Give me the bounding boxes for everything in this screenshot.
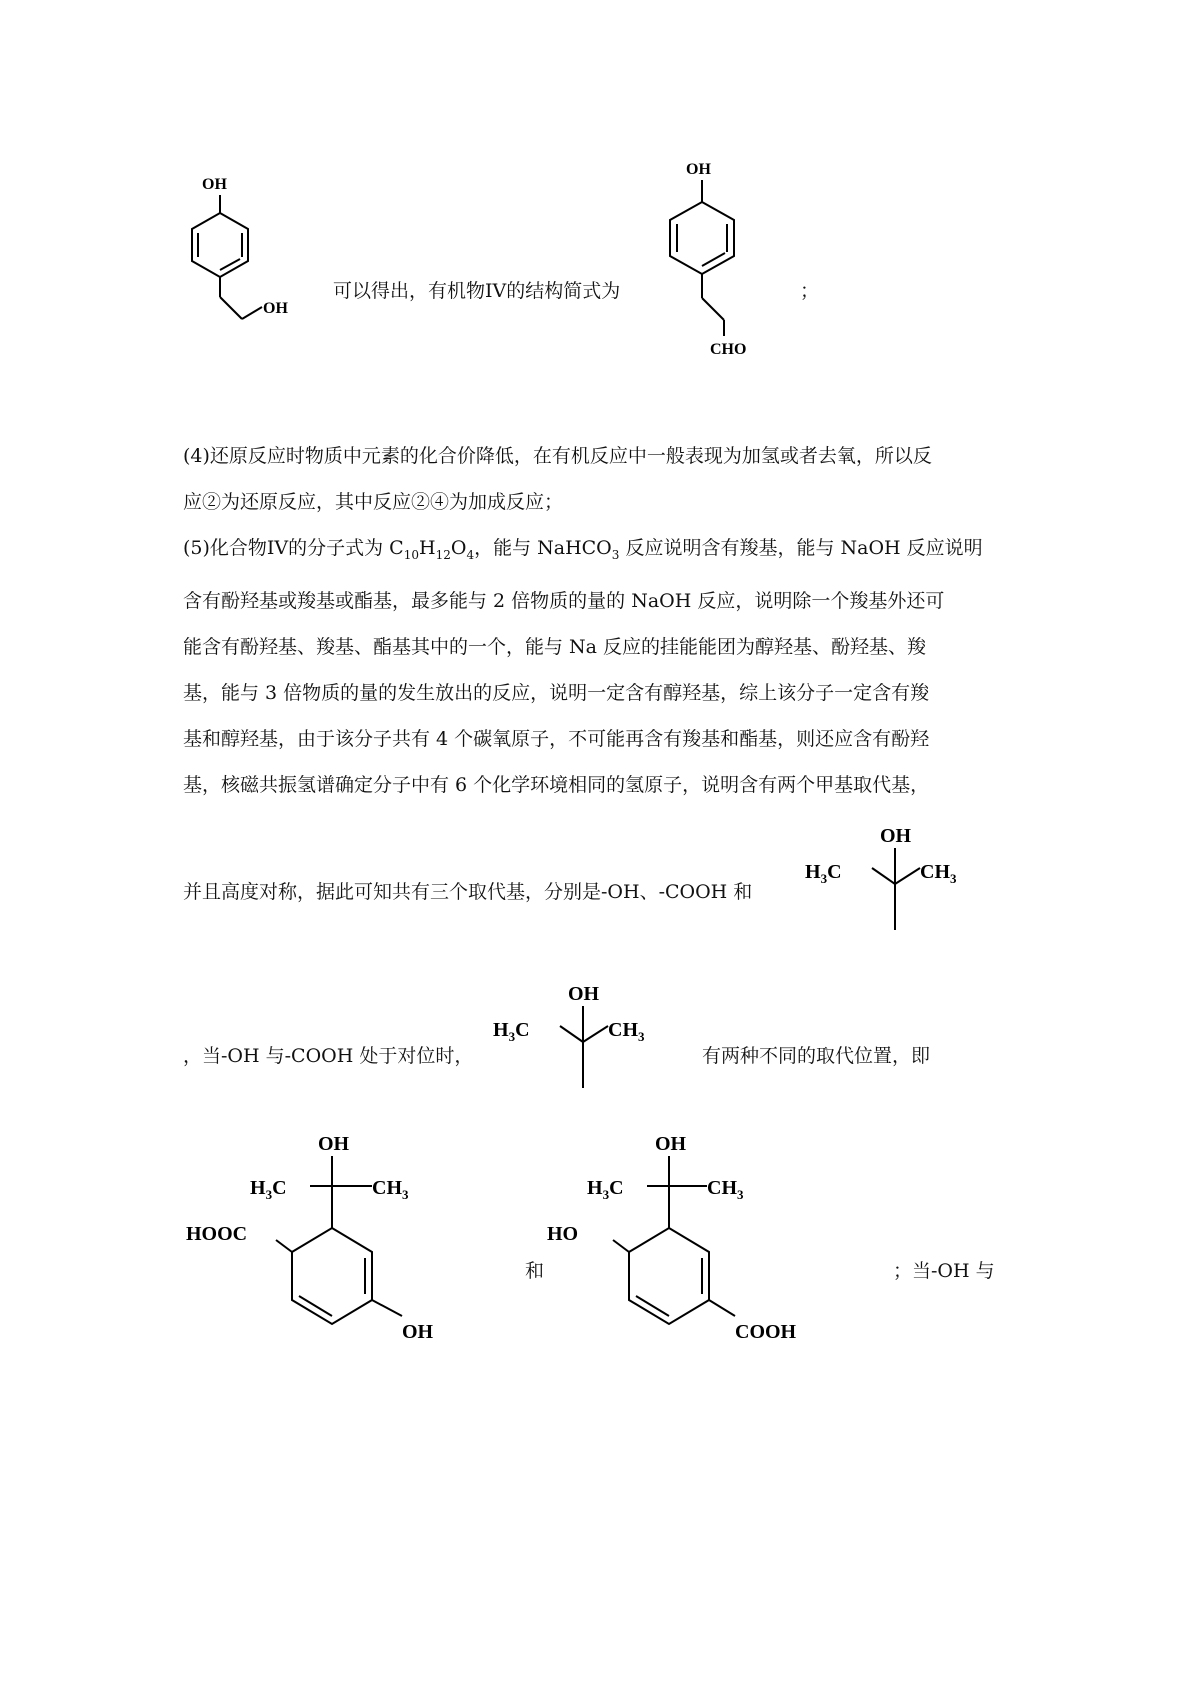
molecule-hydroxyphenylacetaldehyde bbox=[650, 158, 770, 370]
svg-text:OH: OH bbox=[318, 1133, 350, 1155]
product-structure-2 bbox=[545, 1128, 845, 1358]
p5-line1: (5)化合物IV的分子式为 $C_{10}H_{12}O_4$，能与 NaHCO$_3$ 反应说明含有羧基，能与 NaOH 反应说明 bbox=[183, 537, 983, 562]
p5-line6: 基，核磁共振氢谱确定分子中有 6 个化学环境相同的氢原子，说明含有两个甲基取代基， bbox=[183, 773, 930, 796]
svg-text:CH3: $CH_3$ bbox=[920, 861, 957, 886]
svg-text:H3C: $H_3C$ bbox=[587, 1177, 624, 1202]
p5-line2: 含有酚羟基或羧基或酯基，最多能与 2 倍物质的量的 NaOH 反应，说明除一个羧基外还可 bbox=[183, 589, 945, 612]
svg-text:OH: OH bbox=[402, 1321, 434, 1343]
svg-text:H3C: $H_3C$ bbox=[805, 861, 842, 886]
molecule-hydroxyethylphenol bbox=[170, 175, 310, 350]
semicolon: ； bbox=[800, 280, 820, 302]
text-tail: ；当-OH 与 bbox=[893, 1260, 995, 1282]
frag1-oh: OH bbox=[880, 825, 912, 847]
text-structure-intro: 可以得出，有机物IV的结构简式为 bbox=[333, 280, 621, 302]
svg-text:CH3: $CH_3$ bbox=[372, 1177, 409, 1202]
svg-text:CH3: $CH_3$ bbox=[707, 1177, 744, 1202]
product-structure-1 bbox=[180, 1128, 480, 1358]
p5-line5: 基和醇羟基，由于该分子共有 4 个碳氧原子，不可能再含有羧基和酯基，则还应含有酚羟 bbox=[183, 727, 930, 750]
svg-text:H3C: $H_3C$ bbox=[250, 1177, 287, 1202]
frag1-ch3: CH bbox=[920, 861, 950, 883]
svg-text:HOOC: HOOC bbox=[186, 1223, 248, 1245]
frag2-oh: OH bbox=[568, 983, 600, 1005]
p5-line8-post: 有两种不同的取代位置，即 bbox=[702, 1045, 931, 1067]
mol1-oh-chain: OH bbox=[263, 300, 288, 317]
mol1-oh-top: OH bbox=[202, 176, 227, 193]
p5-line3: 能含有酚羟基、羧基、酯基其中的一个，能与 Na 反应的挂能能团为醇羟基、酚羟基、羧 bbox=[183, 635, 927, 658]
mol2-cho: CHO bbox=[710, 341, 747, 358]
p4-line1: (4)还原反应时物质中元素的化合价降低，在有机反应中一般表现为加氢或者去氧，所以反 bbox=[183, 445, 932, 467]
svg-text:HO: HO bbox=[547, 1223, 579, 1245]
text-and: 和 bbox=[525, 1260, 545, 1282]
p4-line2: 应②为还原反应，其中反应②④为加成反应； bbox=[183, 491, 564, 513]
svg-text:OH: OH bbox=[655, 1133, 687, 1155]
fragment-dimethylcarbinol-2 bbox=[488, 978, 668, 1093]
paragraph-5 bbox=[183, 525, 1023, 808]
svg-text:H3C: $H_3C$ bbox=[493, 1019, 530, 1044]
paragraph-4 bbox=[183, 433, 1023, 525]
svg-text:COOH: COOH bbox=[735, 1321, 797, 1343]
mol2-oh-top: OH bbox=[686, 161, 711, 178]
frag1-h3c-h: H bbox=[805, 861, 821, 883]
p5-line8-pre: ，当-OH 与-COOH 处于对位时， bbox=[183, 1045, 474, 1067]
svg-text:CH3: $CH_3$ bbox=[608, 1019, 645, 1044]
p5-line7: 并且高度对称，据此可知共有三个取代基，分别是-OH、-COOH 和 bbox=[183, 881, 753, 903]
fragment-dimethylcarbinol-1 bbox=[800, 820, 980, 935]
p5-line4: 基，能与 3 倍物质的量的发生放出的反应，说明一定含有醇羟基，综上该分子一定含有羧 bbox=[183, 681, 930, 704]
